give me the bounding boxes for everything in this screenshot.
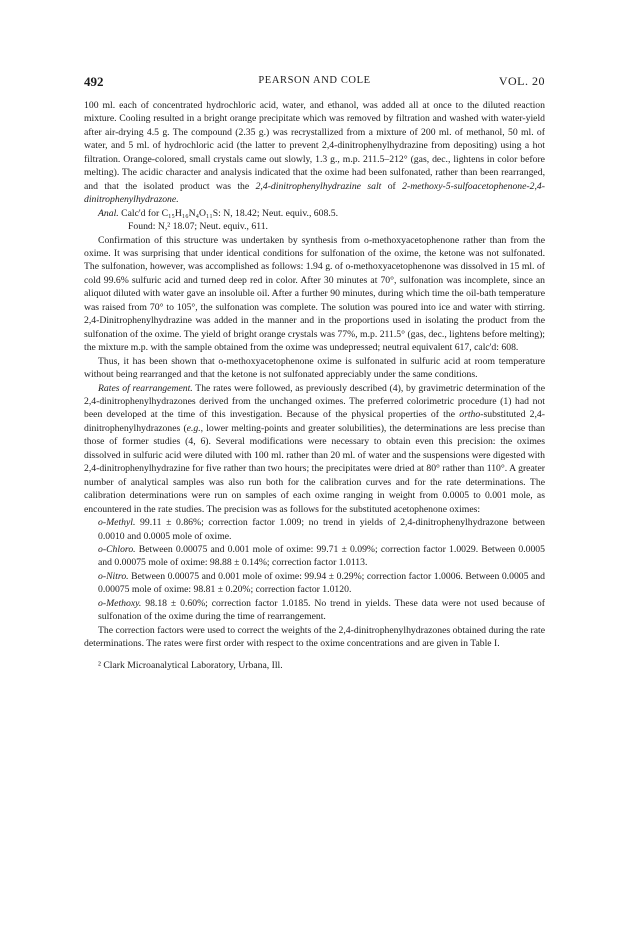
volume-label: VOL. 20 <box>498 74 545 88</box>
page-header <box>84 74 545 90</box>
precision-item-chloro: o-Chloro. Between 0.00075 and 0.001 mole of oxime: 99.71 ± 0.09%; correction factor 1.0029. Between 0.0005 and 0.00075 mole of oxime: 98.88 ± 0.14%; correction factor 1.0113. <box>98 543 545 569</box>
paragraph: 100 ml. each of concentrated hydrochloric acid, water, and ethanol, was added all at once to the diluted reaction mixture. Cooling resulted in a bright orange precipitate which was removed by filtration and washed with water-yield after air-drying 4.5 g. The compound (2.35 g.) was recrystallized from a mixture of 200 ml. of methanol, 50 ml. of water, and 5 ml. of hydrochloric acid (the latter to prevent 2,4-dinitrophenylhydrazine from depositing) using a hot filtration. Orange-colored, small crystals came out slowly, 1.3 g., m.p. 211.5–212° (gas, dec., lightens in color before melting). The acidic character and analysis indicated that the oxime had been sulfonated, rather than been rearranged, and that the isolated product was the 2,4-dinitrophenylhydrazine salt of 2-methoxy-5-sulfoacetophenone-2,4-dinitrophenylhydrazone. <box>84 100 545 206</box>
page-number: 492 <box>84 74 104 89</box>
analysis-calculated: Anal. Calc'd for C₁₅H₁₆N₄O₁₁S: N, 18.42; Neut. equiv., 608.5. <box>98 207 339 219</box>
precision-item-methoxy: o-Methoxy. 98.18 ± 0.60%; correction factor 1.0185. No trend in yields. These data were not used because of sulfonation of the oxime during the time of rearrangement. <box>98 597 546 623</box>
paragraph: Confirmation of this structure was undertaken by synthesis from o-methoxyacetophenone rather than from the oxime. It was surprising that under identical conditions for sulfonation of the oxime, the ketone was not sulfonated. The sulfonation, however, was accomplished as follows: 1.94 g. of o-methoxyacetophenone was dissolved in 15 ml. of cold 99.6% sulfuric acid and turned deep red in color. After 30 minutes at 70°, sulfonation was incomplete, since an aliquot diluted with water gave an insoluble oil. After a further 90 minutes, during which time the oil-bath temperature was raised from 70° to 105°, the sulfonation was complete. The solution was poured into ice and water with stirring. 2,4-Dinitrophenylhydrazine was added in the manner and in the proportions used in isolating the product from the sulfonation of the oxime. The yield of bright orange crystals was 77%, m.p. 211.5° (gas, dec., lightens before melting); the mixture m.p. with the sample obtained from the oxime was undepressed; neutral equivalent 617, calc'd: 608. <box>84 234 545 354</box>
paragraph: Thus, it has been shown that o-methoxyacetophenone oxime is sulfonated in sulfuric acid at room temperature without being rearranged and that the ketone is not sulfonated appreciably under the same conditions. <box>84 355 545 381</box>
analysis-found: Found: N,² 18.07; Neut. equiv., 611. <box>128 221 268 233</box>
paragraph: The correction factors were used to correct the weights of the 2,4-dinitrophenylhydrazones obtained during the rate determinations. The rates were first order with respect to the oxime concentrations and are given in Table I. <box>84 624 545 650</box>
body-text <box>84 99 545 672</box>
footnote: ² Clark Microanalytical Laboratory, Urbana, Ill. <box>98 659 283 671</box>
precision-item-nitro: o-Nitro. Between 0.00075 and 0.001 mole of oxime: 99.94 ± 0.29%; correction factor 1.0006. Between 0.0005 and 0.00075 mole of oxime: 98.81 ± 0.20%; correction factor 1.0120. <box>98 570 545 596</box>
precision-item-methyl: o-Methyl. 99.11 ± 0.86%; correction factor 1.009; no trend in yields of 2,4-dinitrophenylhydrazone between 0.0010 and 0.0005 mole of oxime. <box>98 517 545 542</box>
running-title: PEARSON AND COLE <box>258 75 371 86</box>
paragraph: Rates of rearrangement. The rates were followed, as previously described (4), by gravimetric determination of the 2,4-dinitrophenylhydrazones derived from the unchanged oximes. The preferred colorimetric procedure (1) had not been developed at the time of this investigation. Because of the physical properties of the ortho-substituted 2,4-dinitrophenylhydrazones (e.g., lower melting-points and greater solubilities), the determinations are less precise than those of former studies (4, 6). Several modifications were necessary to obtain even this precision: the oximes dissolved in sulfuric acid were diluted with 100 ml. rather than 20 ml. of water and the suspensions were digested with 2,4-dinitrophenylhydrazine for five rather than two hours; the precipitates were dried at 80° rather than 110°. A greater number of analytical samples was also run both for the calibration curves and for the rate determinations. The calibration determinations were run on samples of each oxime ranging in weight from 0.0005 to 0.001 mole, as encountered in the rate studies. The precision was as follows for the substituted acetophenone oximes: <box>84 382 546 515</box>
